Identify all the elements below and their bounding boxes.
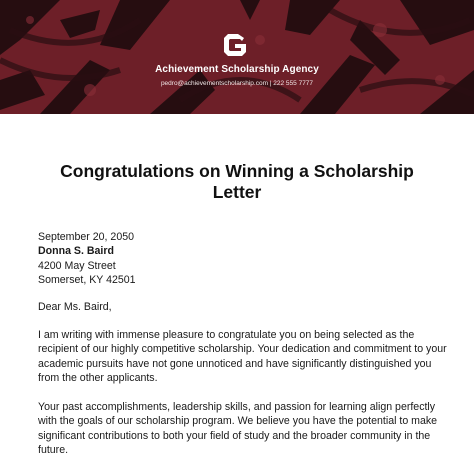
title-line: Letter xyxy=(212,182,262,202)
header-banner xyxy=(0,0,474,114)
paragraph-line: I am writing with immense pleasure to congratulate you on being selected as the xyxy=(38,329,415,341)
paragraph-1 xyxy=(38,328,448,386)
paragraph-line: future. xyxy=(38,444,69,457)
paragraph-line: academic pursuits have not gone unnoticed and have significantly distinguished you xyxy=(38,357,432,370)
letter-title xyxy=(30,161,444,203)
g-logo-icon xyxy=(222,32,248,58)
paragraph-line: recipient of our highly competitive scholarship. Your dedication and commitment to your xyxy=(38,343,447,356)
paragraph-line: significant contributions to both your field of study and the broader community in the xyxy=(38,429,431,442)
agency-name: Achievement Scholarship Agency xyxy=(155,64,319,75)
paragraph-line: from the other applicants. xyxy=(38,372,158,385)
recipient-name: Donna S. Baird xyxy=(38,245,114,258)
recipient-street: 4200 May Street xyxy=(38,259,116,272)
paragraph-2 xyxy=(38,400,448,458)
letter-date: September 20, 2050 xyxy=(38,231,135,243)
recipient-city: Somerset, KY 42501 xyxy=(38,274,136,287)
paragraph-line: with the goals of our scholarship program. We believe you have the potential to make xyxy=(38,415,438,428)
agency-contact: pedro@achievementscholarship.com | 222 555 7777 xyxy=(160,80,314,87)
title-line: Congratulations on Winning a Scholarship xyxy=(60,161,414,181)
recipient-block xyxy=(38,230,448,288)
salutation: Dear Ms. Baird, xyxy=(38,301,112,313)
paragraph-line: Your past accomplishments, leadership skills, and passion for learning align perfectly xyxy=(38,401,436,413)
